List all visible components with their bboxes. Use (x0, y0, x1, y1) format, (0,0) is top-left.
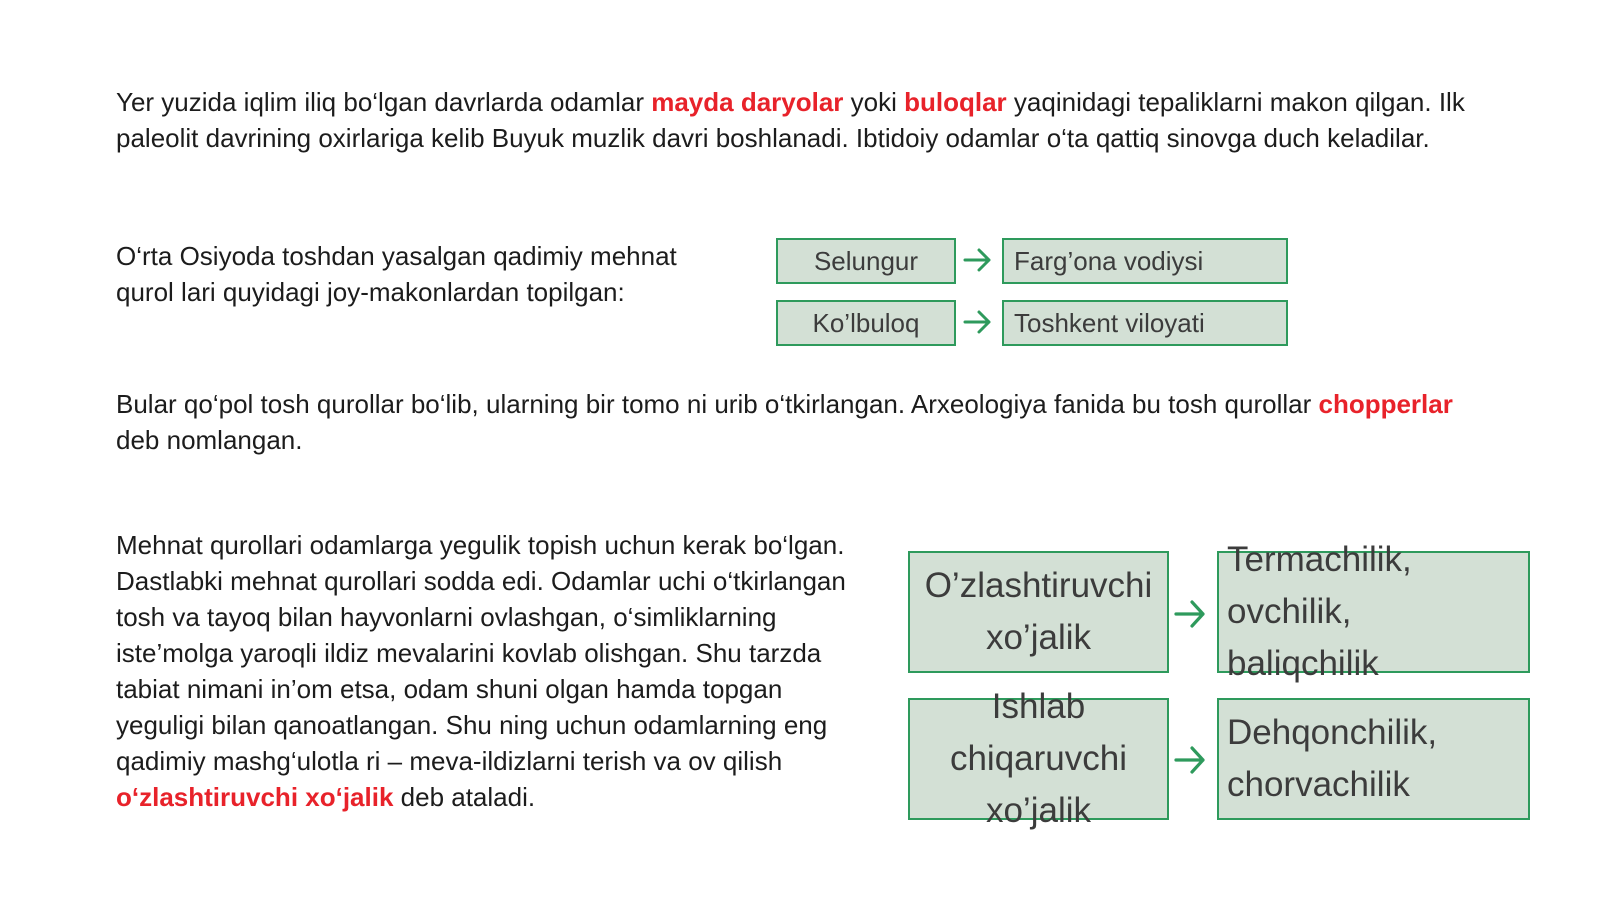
economy-text: Mehnat qurollari odamlarga yegulik topish uchun kerak bo‘lgan. Dastlabki mehnat qurollari sodda edi. Odamlar uchi o‘tkirlangan tosh va tayoq bilan hayvonlarni ovlashgan, o‘simliklarning iste’molga yaroqli ildiz mevalarini kovlab olishgan. Shu tarzda tabiat nimani in’om etsa, odam shuni olgan hamda topgan yeguligi bilan qanoatlangan. Shu ning uchun odamlarning eng qadimiy mashg‘ulotla ri – meva-ildizlarni terish va ov qilish (116, 530, 846, 776)
highlight-term: buloqlar (904, 87, 1007, 117)
economy-activity-line: Termachilik, ovchilik, (1227, 540, 1412, 631)
arrow-right-icon (1172, 742, 1208, 778)
economy-paragraph (116, 527, 876, 815)
choppers-paragraph (116, 386, 1476, 458)
region-label: Farg’ona vodiysi (1014, 245, 1204, 276)
highlight-term: chopperlar (1318, 389, 1453, 419)
intro-text: yaqinidagi tepaliklarni makon qilgan. Ilk paleolit davrining oxirlariga kelib Buyuk muzlik davri boshlanadi. Ibtidoiy odamlar o‘ta qattiq sinovga duch keladilar. (116, 87, 1465, 153)
intro-text: yoki (843, 87, 905, 117)
choppers-text: deb nomlangan. (116, 425, 303, 455)
choppers-text: Bular qo‘pol tosh qurollar bo‘lib, ularning bir tomo ni urib o‘tkirlangan. Arxeologiya fanida bu tosh qurollar (116, 389, 1319, 419)
site-box-kolbuloq (776, 300, 956, 346)
economy-type-box-producing (908, 687, 1169, 830)
arrow-right-icon (962, 247, 994, 273)
intro-text: Yer yuzida iqlim iliq bo‘lgan davrlarda odamlar (116, 87, 652, 117)
highlight-term: mayda daryolar (651, 87, 844, 117)
economy-activity-line: chorvachilik (1227, 765, 1410, 804)
locations-intro-text: O‘rta Osiyoda toshdan yasalgan qadimiy mehnat qurol lari quyidagi joy-makonlardan topilgan: (116, 241, 677, 307)
economy-type-box-appropriating (908, 551, 1169, 673)
arrow-right-icon (962, 309, 994, 335)
site-box-selungur (776, 238, 956, 284)
region-box-fargona (1002, 238, 1288, 284)
economy-type-line: O’zlashtiruvchi (924, 566, 1153, 605)
economy-activity-line: baliqchilik (1227, 644, 1379, 683)
economy-activity-box-farming (1217, 698, 1530, 820)
intro-paragraph (116, 84, 1516, 156)
arrow-right-icon (1172, 596, 1208, 632)
highlight-term: o‘zlashtiruvchi xo‘jalik (116, 782, 394, 812)
region-box-toshkent (1002, 300, 1288, 346)
economy-type-line: xo’jalik (985, 618, 1092, 657)
economy-type-line: chiqaruvchi xo’jalik (949, 739, 1128, 830)
economy-activity-line: Dehqonchilik, (1227, 713, 1438, 752)
locations-intro-paragraph (116, 238, 716, 310)
economy-text: deb ataladi. (393, 782, 536, 812)
economy-activity-box-gathering (1217, 540, 1530, 683)
economy-type-line: Ishlab (991, 687, 1086, 726)
region-label: Toshkent viloyati (1014, 307, 1205, 338)
site-label: Ko’lbuloq (812, 307, 920, 338)
site-label: Selungur (813, 245, 919, 276)
